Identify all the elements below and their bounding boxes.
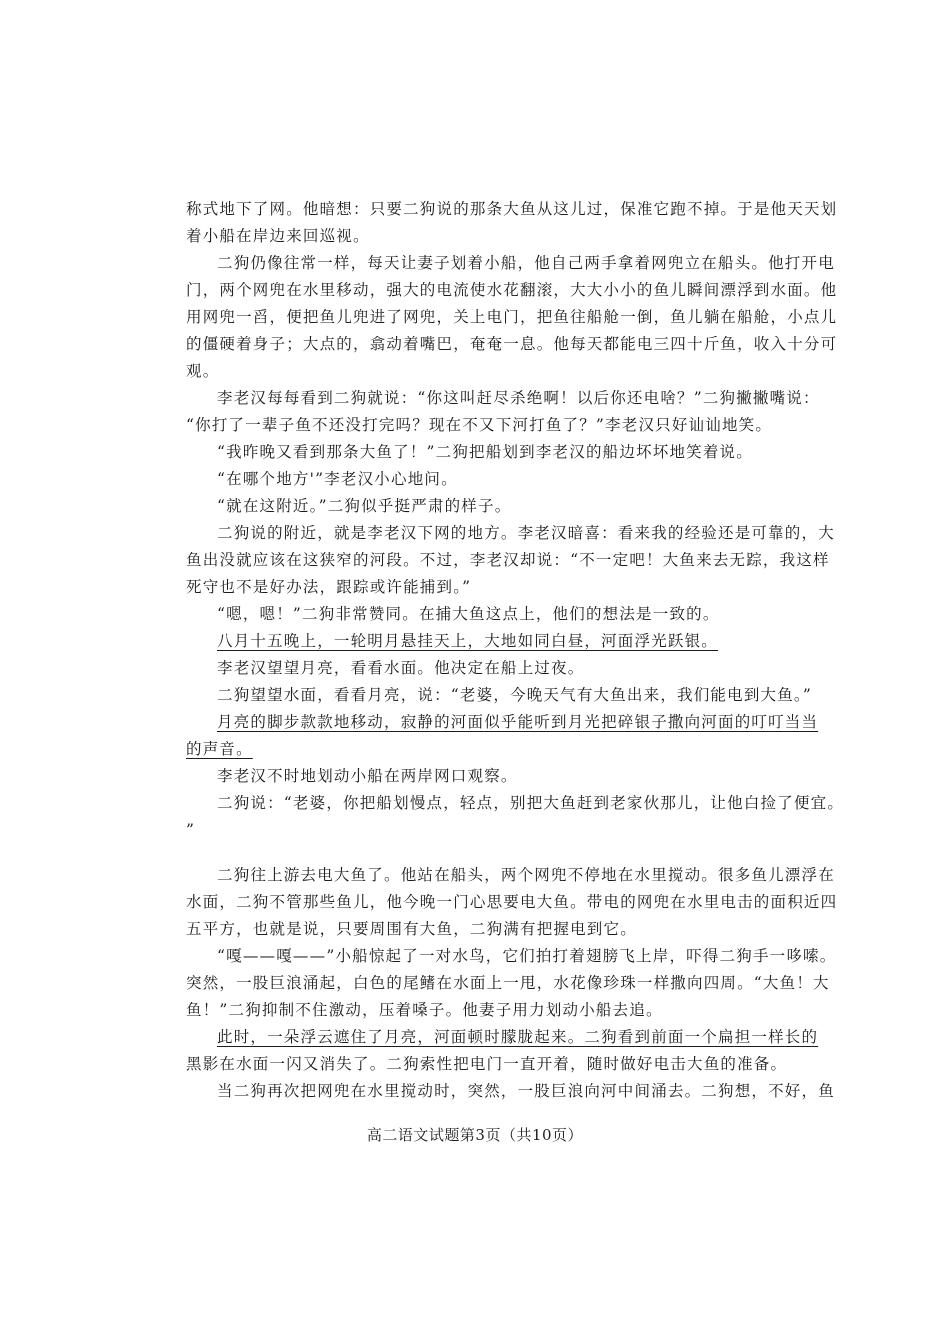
text-line: 观。 (186, 362, 220, 380)
text-line: 二狗仍像往常一样，每天让妻子划着小船，他自己两手拿着网兜立在船头。他打开电 (217, 254, 835, 272)
text-line: 鱼！”二狗抑制不住激动，压着嗓子。他妻子用力划动小船去追。 (186, 1001, 663, 1019)
spacer (186, 844, 832, 862)
text-line: 死守也不是好办法，跟踪或许能捕到。” (186, 578, 472, 596)
text-line: 当二狗再次把网兜在水里搅动时，突然，一股巨浪向河中间涌去。二狗想，不好，鱼 (217, 1082, 835, 1100)
text-line: 二狗望望水面，看看月亮，说：“老婆，今晚天气有大鱼出来，我们能电到大鱼。” (217, 686, 813, 704)
text-line: 突然，一股巨浪涌起，白色的尾鳍在水面上一甩，水花像珍珠一样撒向四周。“大鱼！大 (186, 974, 830, 992)
text-line: 黑影在水面一闪又消失了。二狗索性把电门一直开着，随时做好电击大鱼的准备。 (186, 1055, 788, 1073)
document-body (186, 196, 845, 1105)
text-line: 二狗说的附近，就是李老汉下网的地方。李老汉暗喜：看来我的经验还是可靠的，大 (217, 524, 835, 542)
text-line: 鱼出没就应该在这狭窄的河段。不过，李老汉却说：“不一定吧！大鱼来去无踪，我这样 (186, 551, 830, 569)
text-line: 李老汉望望月亮，看看水面。他决定在船上过夜。 (217, 659, 585, 677)
text-line: “嘎——嘎——”小船惊起了一对水鸟，它们拍打着翅膀飞上岸，吓得二狗手一哆嗦。 (217, 947, 837, 965)
text-line: “就在这附近。”二狗似乎挺严肃的样子。 (217, 497, 512, 515)
text-line: “我昨晚又看到那条大鱼了！”二狗把船划到李老汉的船边坏坏地笑着说。 (217, 443, 753, 461)
text-line: 二狗往上游去电大鱼了。他站在船头，两个网兜不停地在水里搅动。很多鱼儿漂浮在 (217, 866, 835, 884)
text-line: “嗯，嗯！”二狗非常赞同。在捕大鱼这点上，他们的想法是一致的。 (217, 605, 720, 623)
page-footer: 高二语文试题第3页（共10页） (366, 1126, 584, 1144)
text-line: “你打了一辈子鱼不还没打完吗？现在不又下河打鱼了？”李老汉只好讪讪地笑。 (186, 416, 773, 434)
text-line: 李老汉不时地划动小船在两岸网口观察。 (217, 767, 518, 785)
text-line: 李老汉每每看到二狗就说：“你这叫赶尽杀绝啊！以后你还电啥？”二狗撇撇嘴说： (217, 389, 820, 407)
underlined-line: 八月十五晚上，一轮明月悬挂天上，大地如同白昼，河面浮光跃银。 (217, 632, 719, 650)
text-line: 水面，二狗不管那些鱼儿，他今晚一门心思要电大鱼。带电的网兜在水里电击的面积近四 (186, 893, 838, 911)
text-line: ” (186, 821, 196, 839)
text-line: 称式地下了网。他暗想：只要二狗说的那条大鱼从这儿过，保准它跑不掉。于是他天天划 (186, 200, 838, 218)
text-line: 二狗说：“老婆，你把船划慢点，轻点，别把大鱼赶到老家伙那儿，让他白捡了便宜。 (217, 794, 845, 812)
text-line: 门，两个网兜在水里移动，强大的电流使水花翻滚，大大小小的鱼儿瞬间漂浮到水面。他 (186, 281, 838, 299)
text-line: 五平方，也就是说，只要周围有大鱼，二狗满有把握电到它。 (186, 920, 637, 938)
underlined-line: 月亮的脚步款款地移动，寂静的河面似乎能听到月光把碎银子撒向河面的叮叮当当 (217, 713, 819, 731)
text-line: “在哪个地方'”李老汉小心地问。 (217, 470, 458, 488)
text-line: 用网兜一舀，便把鱼儿兜进了网兜，关上电门，把鱼往船舱一倒，鱼儿躺在船舱，小点儿 (186, 308, 838, 326)
text-line: 着小船在岸边来回巡视。 (186, 227, 370, 245)
text-line: 的僵硬着身子；大点的，翕动着嘴巴，奄奄一息。他每天都能电三四十斤鱼，收入十分可 (186, 335, 838, 353)
underlined-line: 此时，一朵浮云遮住了月亮，河面顿时朦胧起来。二狗看到前面一个扁担一样长的 (217, 1028, 819, 1046)
underlined-line: 的声音。 (186, 740, 253, 758)
